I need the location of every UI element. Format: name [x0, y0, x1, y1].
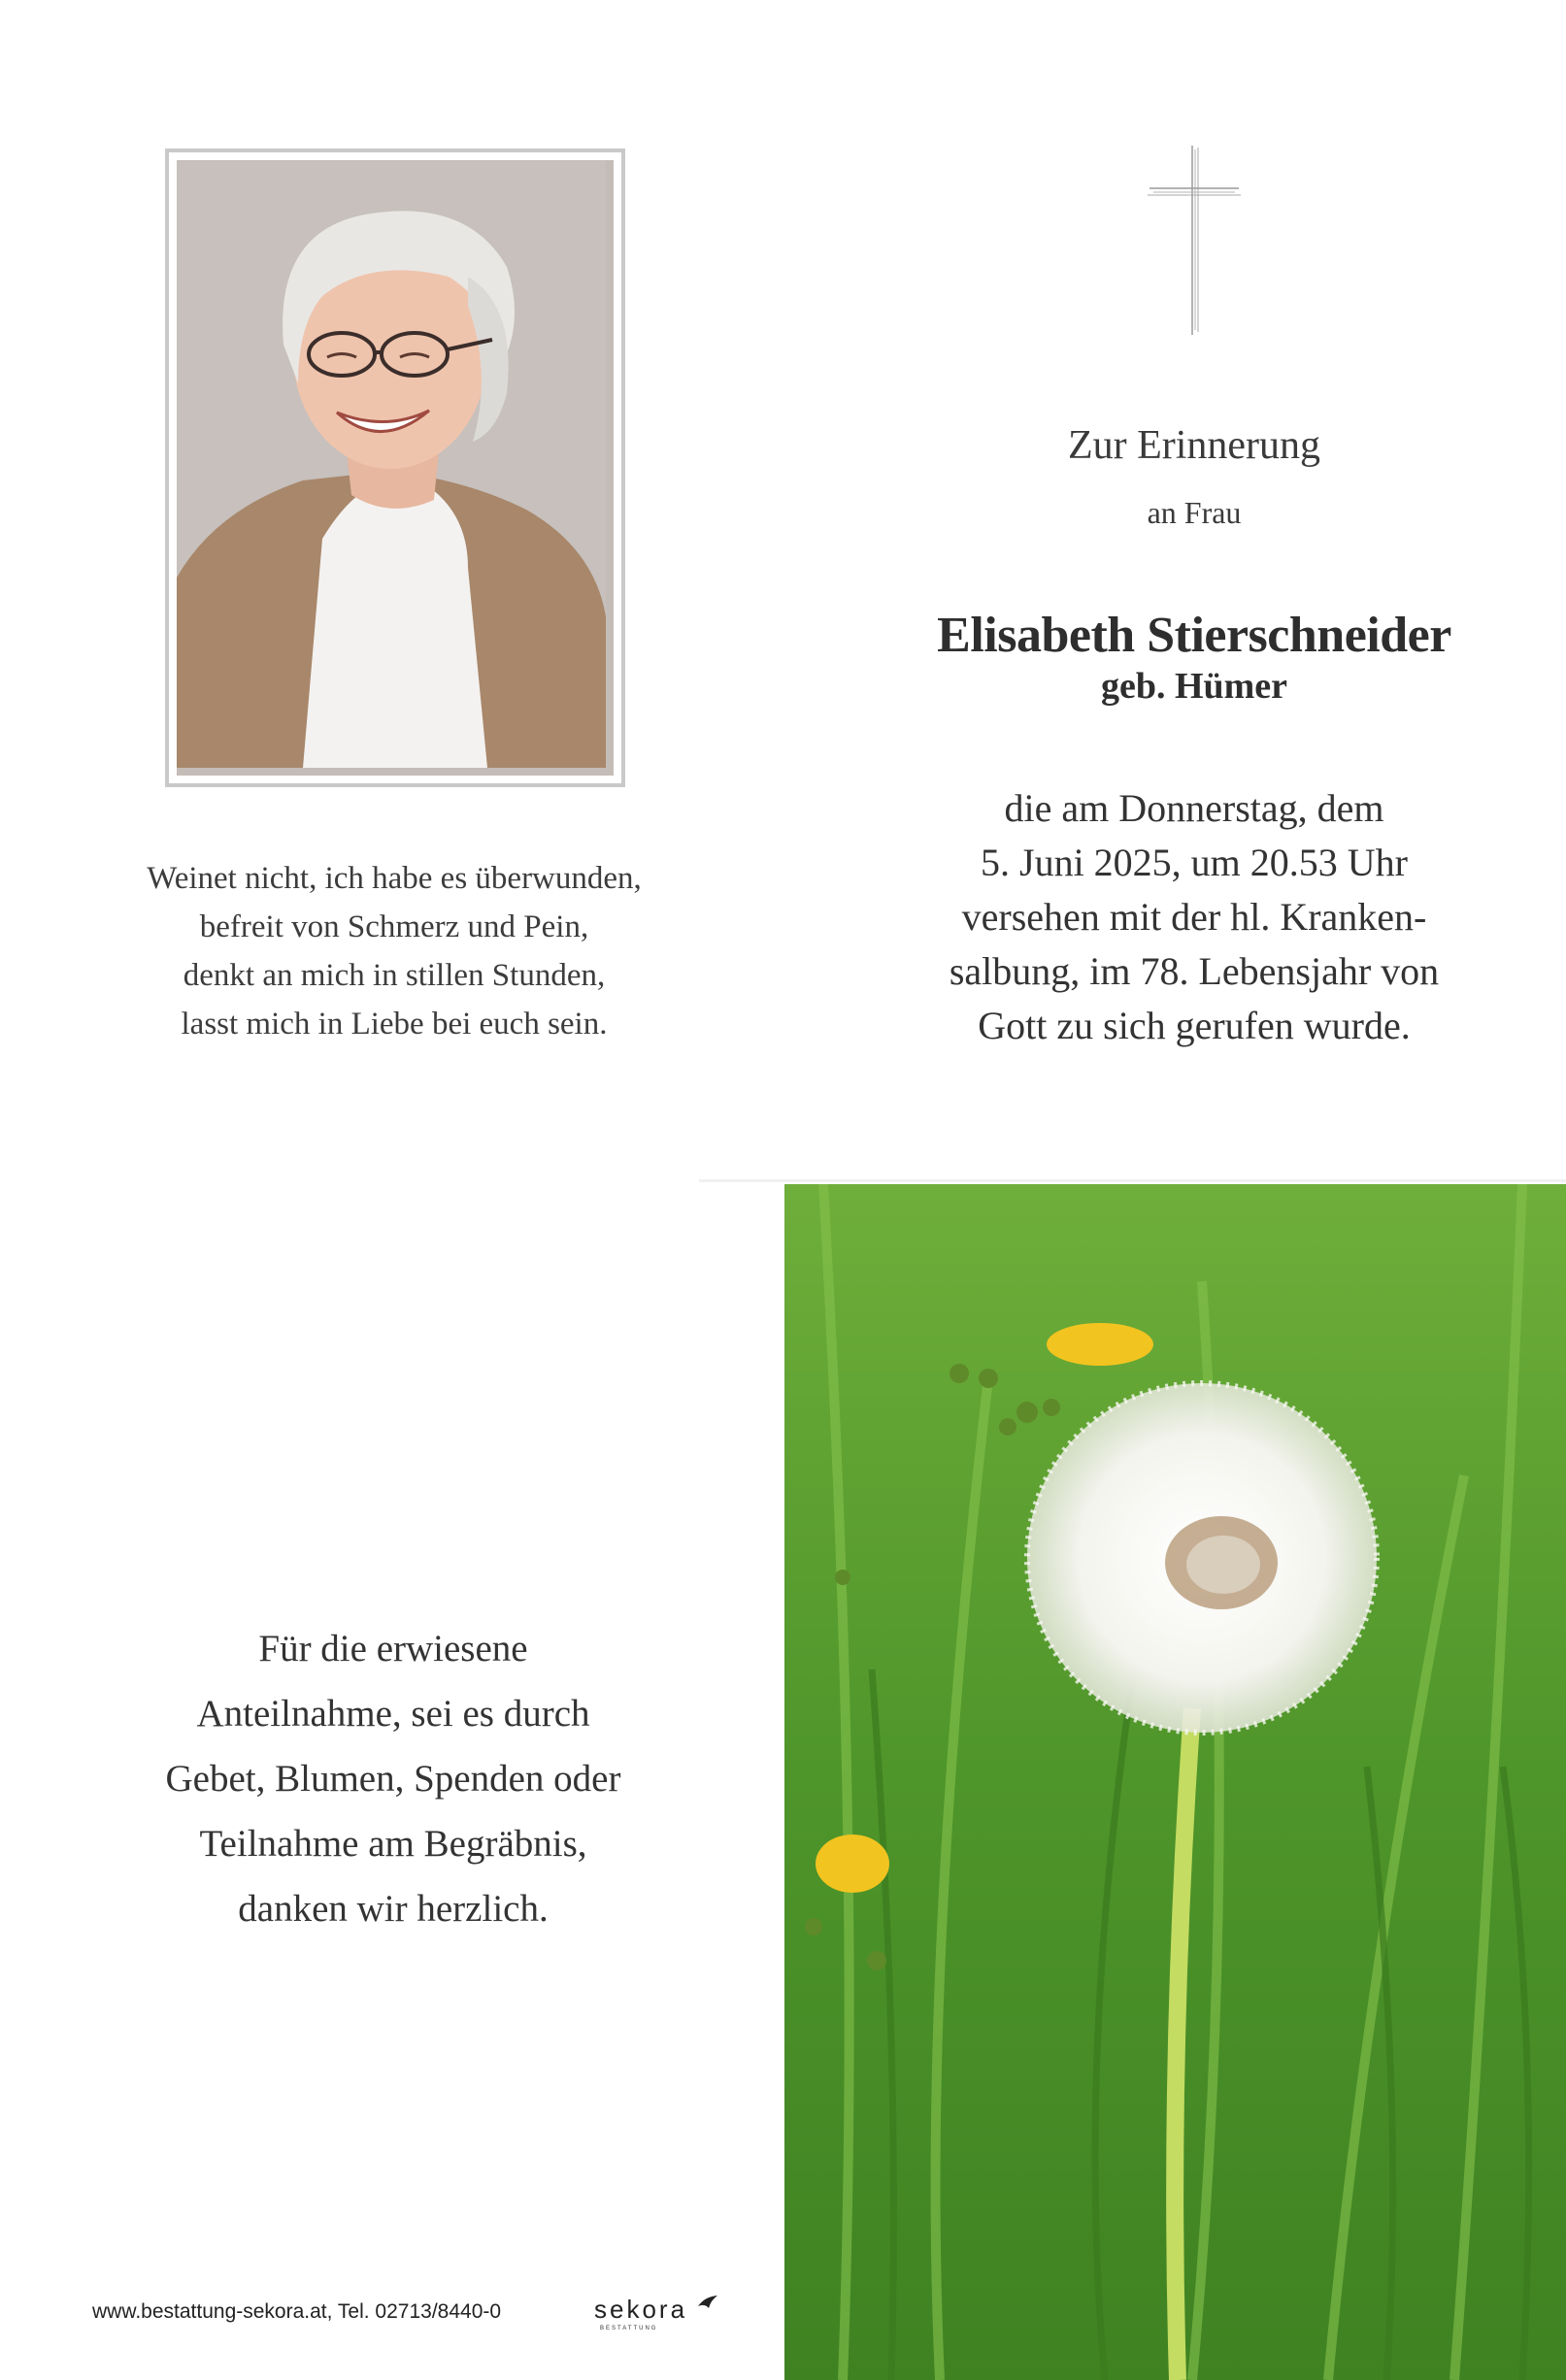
death-notice-text: [854, 781, 1534, 1053]
funeral-home-logo: [594, 2295, 718, 2325]
dandelion-illustration: [784, 1184, 1566, 2380]
dandelion-photo: [784, 1184, 1566, 2380]
notice-line: Gott zu sich gerufen wurde.: [978, 1004, 1411, 1047]
notice-line: salbung, im 78. Lebensjahr von: [949, 949, 1440, 993]
portrait-photo: [177, 160, 614, 776]
thanks-line: Anteilnahme, sei es durch: [196, 1693, 590, 1735]
notice-line: die am Donnerstag, dem: [1004, 786, 1384, 830]
thanks-line: Für die erwiesene: [258, 1628, 528, 1669]
memorial-poem: [39, 854, 750, 1048]
bird-icon: [697, 2295, 718, 2310]
funeral-home-contact: www.bestattung-sekora.at, Tel. 02713/8440-0: [92, 2300, 502, 2323]
birth-name: geb. Hümer: [1100, 666, 1288, 707]
notice-line: versehen mit der hl. Kranken-: [961, 895, 1427, 939]
poem-line: lasst mich in Liebe bei euch sein.: [181, 1007, 608, 1041]
portrait-illustration: [177, 160, 606, 768]
poem-line: befreit von Schmerz und Pein,: [199, 909, 589, 944]
thanks-line: Teilnahme am Begräbnis,: [199, 1823, 587, 1865]
card-divider: [699, 1179, 1566, 1182]
notice-line: 5. Juni 2025, um 20.53 Uhr: [981, 841, 1408, 884]
portrait-frame: [165, 149, 625, 787]
thanks-line: Gebet, Blumen, Spenden oder: [165, 1758, 621, 1800]
thanks-line: danken wir herzlich.: [238, 1888, 549, 1930]
thanks-text: [58, 1616, 728, 1941]
poem-line: Weinet nicht, ich habe es überwunden,: [147, 861, 642, 896]
cross-icon: [1146, 146, 1243, 335]
logo-subtitle: BESTATTUNG: [600, 2326, 658, 2331]
deceased-name: Elisabeth Stierschneider: [937, 608, 1451, 663]
logo-text: sekora: [594, 2295, 688, 2324]
memorial-heading: Zur Erinnerung: [1067, 423, 1321, 468]
memorial-subheading: an Frau: [1147, 495, 1242, 530]
poem-line: denkt an mich in stillen Stunden,: [183, 958, 606, 993]
